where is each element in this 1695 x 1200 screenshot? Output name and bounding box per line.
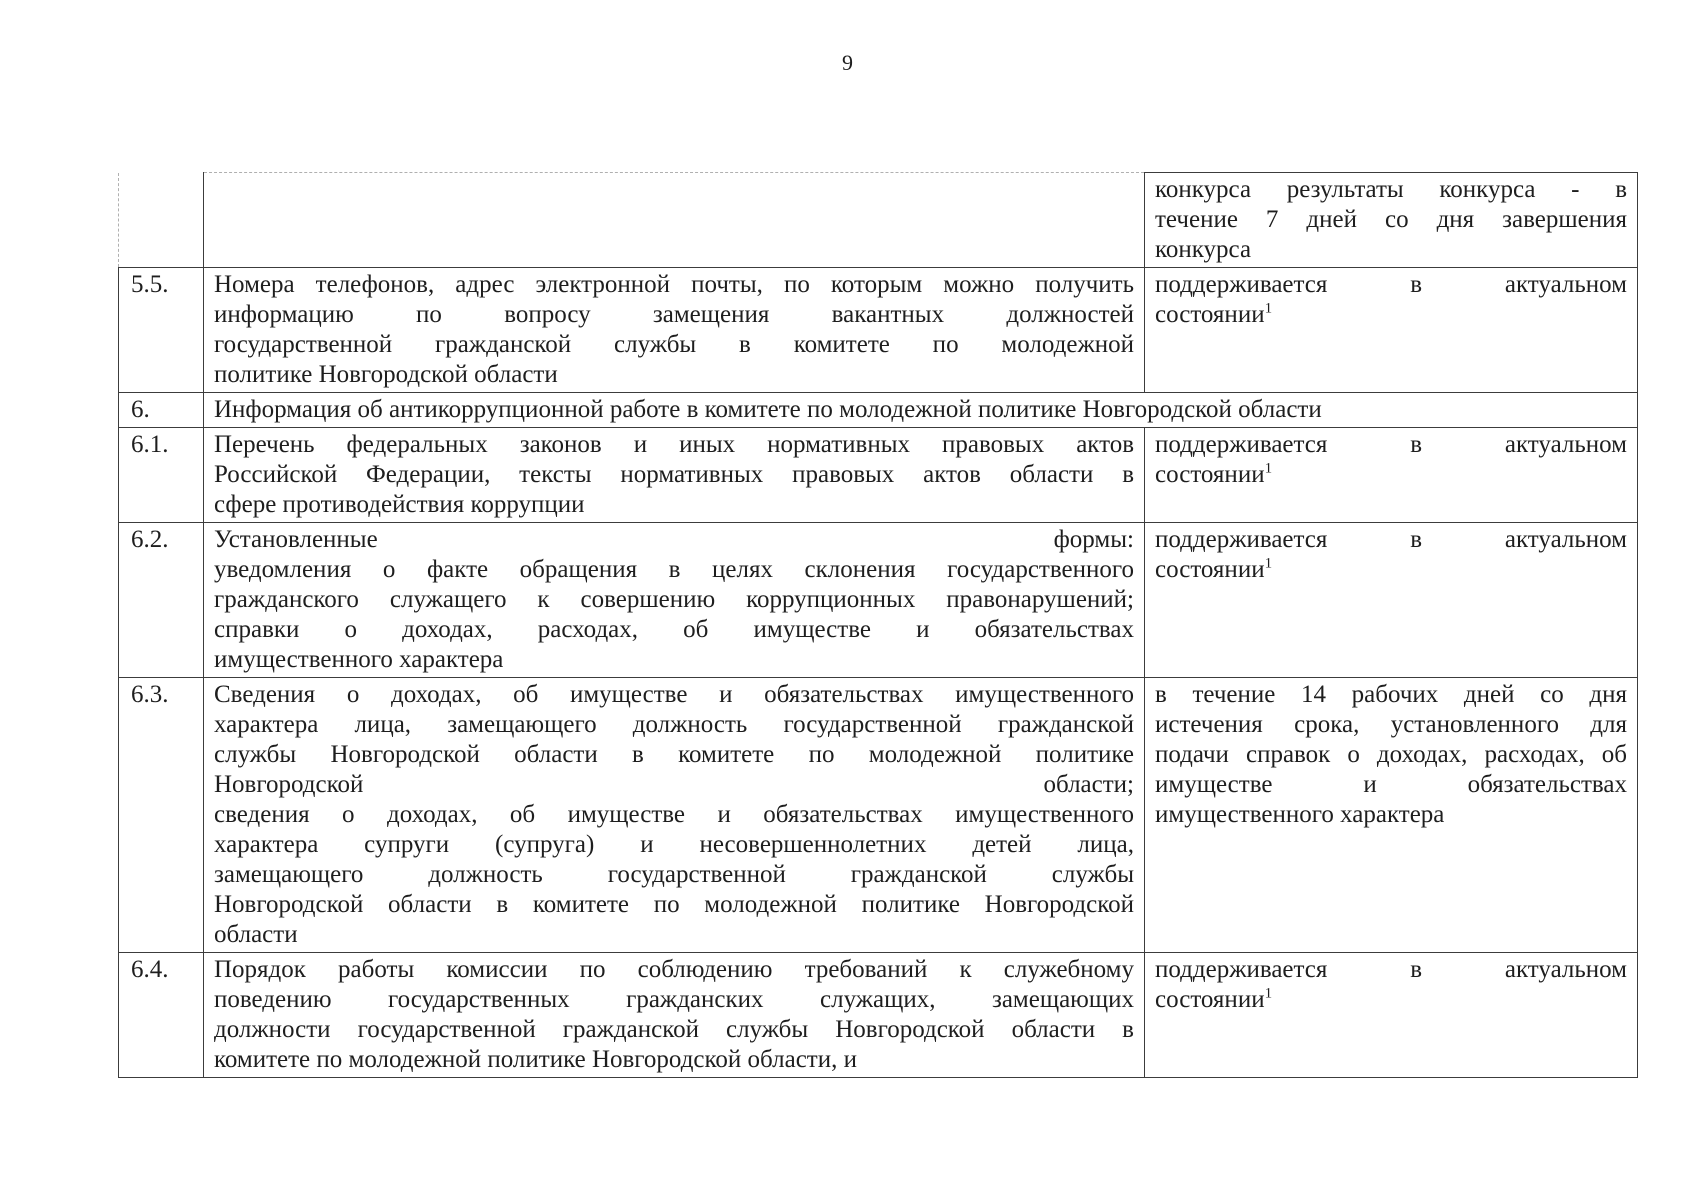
text-line: Российской Федерации, тексты нормативных правовых актов области в (214, 461, 1134, 488)
text-line: гражданского служащего к совершению коррупционных правонарушений; (214, 586, 1134, 613)
table-row (119, 268, 1638, 393)
text-line: Перечень федеральных законов и иных нормативных правовых актов (214, 431, 1134, 458)
page-number: 9 (842, 50, 853, 75)
row-description (204, 678, 1145, 953)
text-line: состоянии (1155, 461, 1265, 488)
text-line: информацию по вопросу замещения вакантных должностей (214, 301, 1134, 328)
text-line: подачи справок о доходах, расходах, об (1155, 741, 1627, 768)
row-description (204, 523, 1145, 678)
text-line: справки о доходах, расходах, об имуществе и обязательствах (214, 616, 1134, 643)
table-row (119, 953, 1638, 1078)
table-row (119, 428, 1638, 523)
information-table (118, 172, 1638, 1078)
footnote-marker: 1 (1264, 300, 1273, 317)
row-description (204, 953, 1145, 1078)
text-line: замещающего должность государственной гражданской службы (214, 861, 1134, 888)
text-line: состоянии (1155, 301, 1265, 328)
text-line: Порядок работы комиссии по соблюдению требований к служебному (214, 956, 1134, 983)
row-term (1145, 428, 1638, 523)
row-description (204, 428, 1145, 523)
text-line: конкурса результаты конкурса - в (1155, 176, 1627, 203)
text-line: конкурса (1155, 236, 1252, 263)
row-number: 6. (119, 393, 204, 428)
text-line-with-footnote (1155, 985, 1627, 1015)
text-line: поддерживается в актуальном (1155, 526, 1627, 553)
text-line: сфере противодействия коррупции (214, 491, 585, 518)
text-line: сведения о доходах, об имуществе и обязательствах имущественного (214, 801, 1134, 828)
row-number: 6.1. (119, 428, 204, 523)
row-term (1145, 953, 1638, 1078)
row-number (119, 173, 204, 268)
section-title: Информация об антикоррупционной работе в комитете по молодежной политике Новгородской области (204, 393, 1638, 428)
text-line: имущественного характера (1155, 801, 1445, 828)
text-line: Новгородской области; (214, 771, 1134, 798)
text-line: Сведения о доходах, об имуществе и обязательствах имущественного (214, 681, 1134, 708)
text-line-with-footnote (1155, 300, 1627, 330)
footnote-marker: 1 (1264, 460, 1273, 477)
row-term (1145, 268, 1638, 393)
text-line: комитете по молодежной политике Новгородской области, и (214, 1046, 857, 1073)
text-line: в течение 14 рабочих дней со дня (1155, 681, 1627, 708)
text-line: Установленные формы: (214, 526, 1134, 553)
text-line: поведению государственных гражданских служащих, замещающих (214, 986, 1134, 1013)
text-line: имуществе и обязательствах (1155, 771, 1627, 798)
row-term (1145, 173, 1638, 268)
text-line: поддерживается в актуальном (1155, 956, 1627, 983)
row-number: 6.2. (119, 523, 204, 678)
text-line: уведомления о факте обращения в целях склонения государственного (214, 556, 1134, 583)
text-line: Новгородской области в комитете по молодежной политике Новгородской (214, 891, 1134, 918)
text-line-with-footnote (1155, 555, 1627, 585)
text-line: течение 7 дней со дня завершения (1155, 206, 1627, 233)
text-line: Номера телефонов, адрес электронной почты, по которым можно получить (214, 271, 1134, 298)
table-row (119, 173, 1638, 268)
row-term (1145, 678, 1638, 953)
footnote-marker: 1 (1264, 985, 1273, 1002)
row-number: 6.4. (119, 953, 204, 1078)
text-line: должности государственной гражданской службы Новгородской области в (214, 1016, 1134, 1043)
text-line-with-footnote (1155, 460, 1627, 490)
text-line: имущественного характера (214, 646, 504, 673)
text-line: службы Новгородской области в комитете по молодежной политике (214, 741, 1134, 768)
text-line: области (214, 921, 298, 948)
table-row (119, 523, 1638, 678)
row-number: 5.5. (119, 268, 204, 393)
text-line: состоянии (1155, 556, 1265, 583)
row-term (1145, 523, 1638, 678)
text-line: истечения срока, установленного для (1155, 711, 1627, 738)
text-line: поддерживается в актуальном (1155, 271, 1627, 298)
table-row (119, 393, 1638, 428)
text-line: характера лица, замещающего должность государственной гражданской (214, 711, 1134, 738)
text-line: государственной гражданской службы в комитете по молодежной (214, 331, 1134, 358)
row-description (204, 268, 1145, 393)
text-line: политике Новгородской области (214, 361, 558, 388)
footnote-marker: 1 (1264, 555, 1273, 572)
row-description (204, 173, 1145, 268)
text-line: характера супруги (супруга) и несовершеннолетних детей лица, (214, 831, 1134, 858)
text-line: поддерживается в актуальном (1155, 431, 1627, 458)
table-row (119, 678, 1638, 953)
row-number: 6.3. (119, 678, 204, 953)
text-line: состоянии (1155, 986, 1265, 1013)
